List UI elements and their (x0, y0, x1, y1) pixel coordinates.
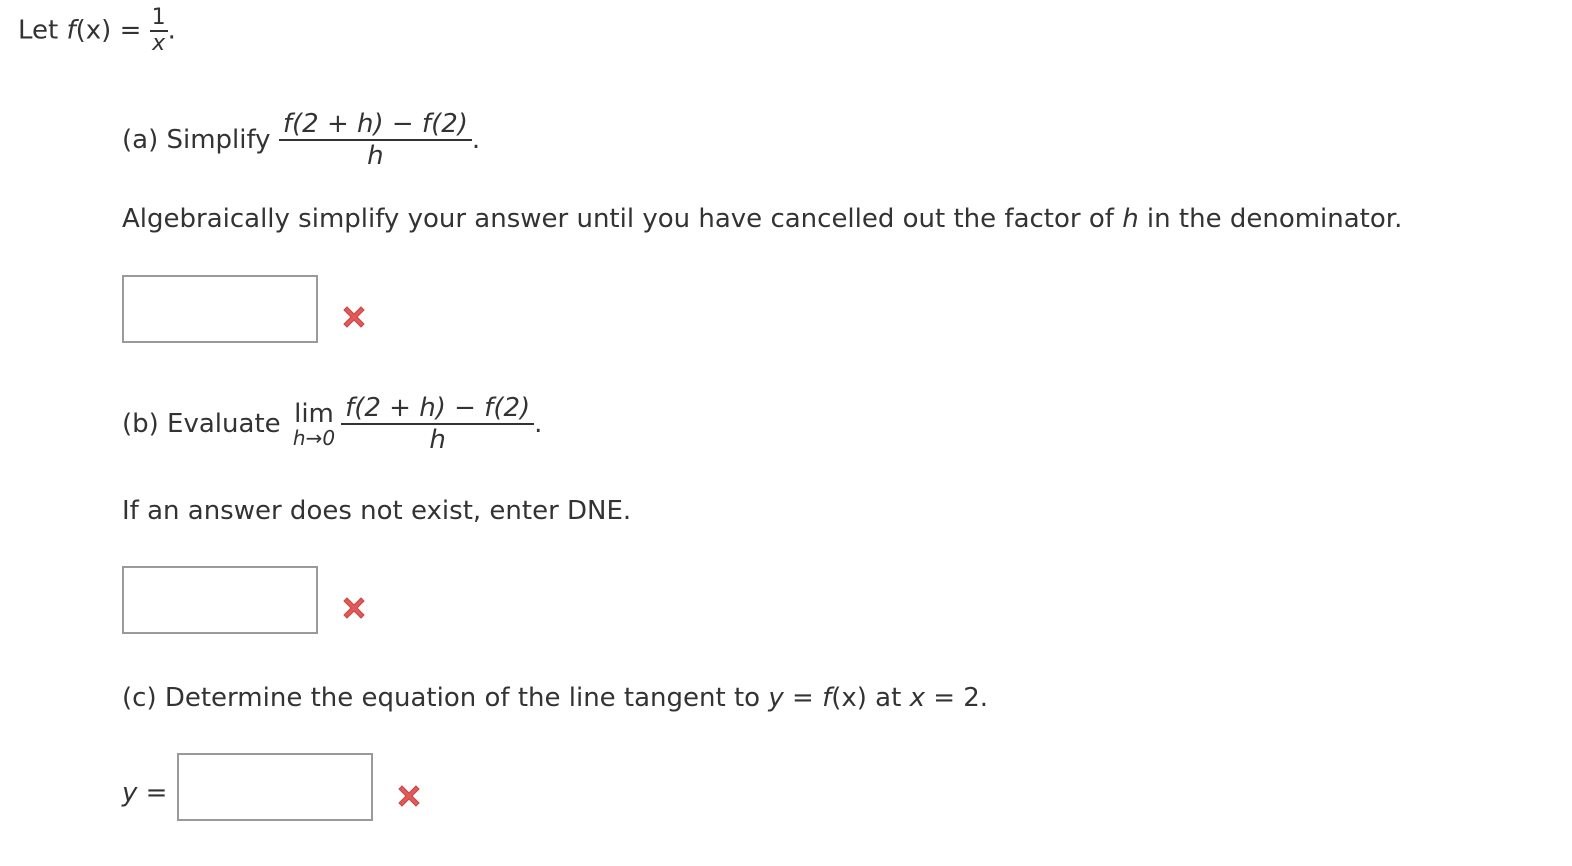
part-c-x: x (909, 683, 925, 713)
part-a-instr-suffix: in the denominator. (1138, 204, 1403, 234)
part-b-suffix: . (534, 409, 543, 439)
problem-statement (18, 6, 176, 56)
part-c-prompt (122, 683, 988, 713)
part-b-fraction (341, 394, 534, 455)
intro-frac-den: x (152, 31, 166, 56)
part-c-answer-label (122, 778, 167, 808)
intro-prefix: Let (18, 15, 67, 46)
part-b-num: f(2 + h) − f(2) (341, 394, 534, 425)
intro-func: f (66, 15, 76, 46)
part-a-prompt (122, 110, 480, 171)
part-c-eq2: = 2. (924, 683, 989, 713)
part-a-instruction (122, 204, 1402, 234)
part-a-fraction (279, 110, 472, 171)
intro-arg: (x) (75, 15, 112, 46)
part-a-instr-var: h (1122, 204, 1139, 234)
part-c-answer-eq: = (137, 778, 168, 808)
part-a-answer-input[interactable] (122, 275, 318, 343)
x-mark-icon (395, 782, 423, 810)
intro-fraction (150, 6, 168, 56)
part-a-label: (a) Simplify (122, 125, 279, 155)
part-b-instruction: If an answer does not exist, enter DNE. (122, 496, 632, 526)
intro-suffix: . (167, 15, 176, 46)
intro-eq: = (111, 15, 150, 46)
intro-frac-num: 1 (151, 5, 166, 30)
part-c-at: at (866, 683, 910, 713)
part-b-label: (b) Evaluate (122, 409, 289, 439)
part-c-f: f (822, 683, 832, 713)
lim-word: lim (294, 398, 334, 429)
lim-sub: h→0 (292, 425, 336, 450)
part-a-suffix: . (471, 125, 481, 155)
part-b-answer-input[interactable] (122, 566, 318, 634)
part-c-answer-input[interactable] (177, 753, 373, 821)
part-c-eq1: = (783, 683, 823, 713)
part-c-answer-var: y (122, 778, 138, 808)
part-c-prefix: (c) Determine the equation of the line tangent to (122, 683, 769, 713)
part-a-den: h (367, 141, 384, 171)
limit-operator (292, 398, 336, 450)
part-c-fx-arg: (x) (831, 683, 867, 713)
part-a-instr-prefix: Algebraically simplify your answer until you have cancelled out the factor of (122, 204, 1123, 234)
part-c-y: y (768, 683, 784, 713)
part-a-num: f(2 + h) − f(2) (279, 110, 472, 141)
part-b-prompt (122, 394, 542, 455)
part-b-den: h (429, 425, 446, 455)
x-mark-icon (340, 594, 368, 622)
x-mark-icon (340, 303, 368, 331)
